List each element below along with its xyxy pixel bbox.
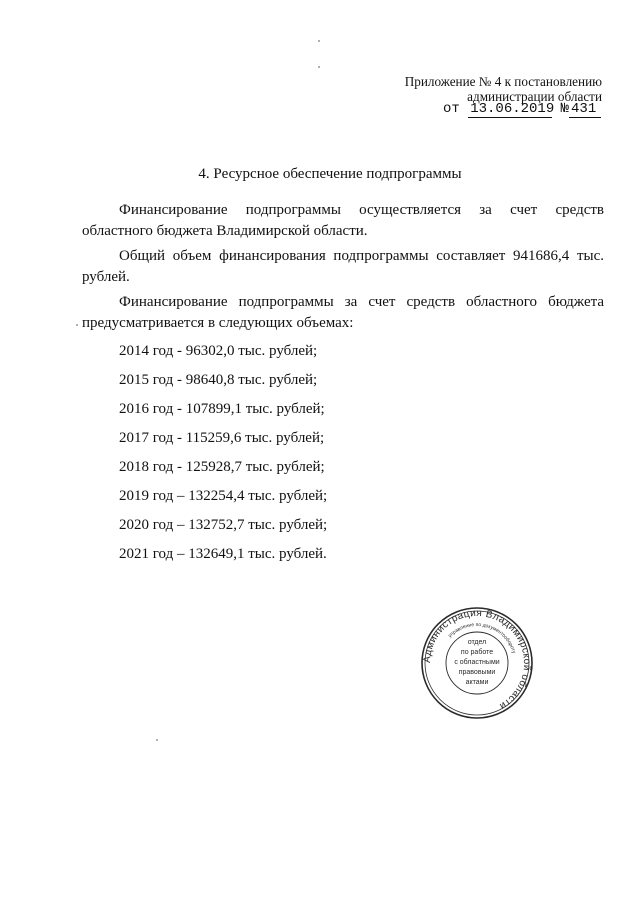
stamp-center-line-5: актами: [465, 679, 489, 686]
stamp-center-line-4: правовыми: [458, 669, 496, 676]
scan-speck: [156, 739, 158, 741]
list-item: 2018 год - 125928,7 тыс. рублей;: [119, 459, 325, 475]
funding-by-year-list: [119, 337, 327, 569]
resolution-date: 13.06.2019: [470, 101, 555, 117]
stamp-inner-text: управление по документообороту: [447, 621, 517, 655]
stamp-center-line-2: по работе: [460, 649, 494, 656]
appendix-line-2: администрации области: [467, 89, 602, 104]
scan-speck: [76, 324, 78, 326]
list-item: 2020 год – 132752,7 тыс. рублей;: [119, 517, 328, 533]
appendix-line-1: Приложение № 4 к постановлению: [404, 74, 602, 89]
resolution-number: 431: [569, 101, 601, 118]
list-item: 2015 год - 98640,8 тыс. рублей;: [119, 372, 318, 388]
date-prefix: от: [443, 101, 460, 117]
round-seal-stamp: [420, 606, 534, 720]
list-item: 2019 год – 132254,4 тыс. рублей;: [119, 488, 328, 504]
list-item: 2021 год – 132649,1 тыс. рублей.: [119, 546, 327, 562]
number-prefix: №: [560, 101, 570, 117]
scan-speck: [318, 40, 320, 42]
list-item: 2016 год - 107899,1 тыс. рублей;: [119, 401, 325, 417]
list-item: 2014 год - 96302,0 тыс. рублей;: [119, 343, 318, 359]
stamp-outer-text: Администрация Владимирской области: [421, 607, 533, 712]
appendix-header: [405, 74, 602, 104]
section-title: 4. Ресурсное обеспечение подпрограммы: [198, 166, 462, 182]
scan-speck: [318, 66, 320, 68]
stamp-center-line-1: отдел: [467, 639, 487, 646]
paragraph-total-volume: Общий объем финансирования подпрограммы составляет 941686,4 тыс. рублей.: [82, 248, 604, 285]
resolution-date-line: [443, 101, 601, 118]
paragraph-regional-budget: Финансирование подпрограммы за счет средств областного бюджета предусматривается в следующих объемах:: [82, 294, 604, 331]
paragraph-funding-source: Финансирование подпрограммы осуществляется за счет средств областного бюджета Владимирской области.: [82, 202, 604, 239]
list-item: 2017 год - 115259,6 тыс. рублей;: [119, 430, 325, 446]
stamp-center-line-3: с областными: [454, 659, 500, 666]
